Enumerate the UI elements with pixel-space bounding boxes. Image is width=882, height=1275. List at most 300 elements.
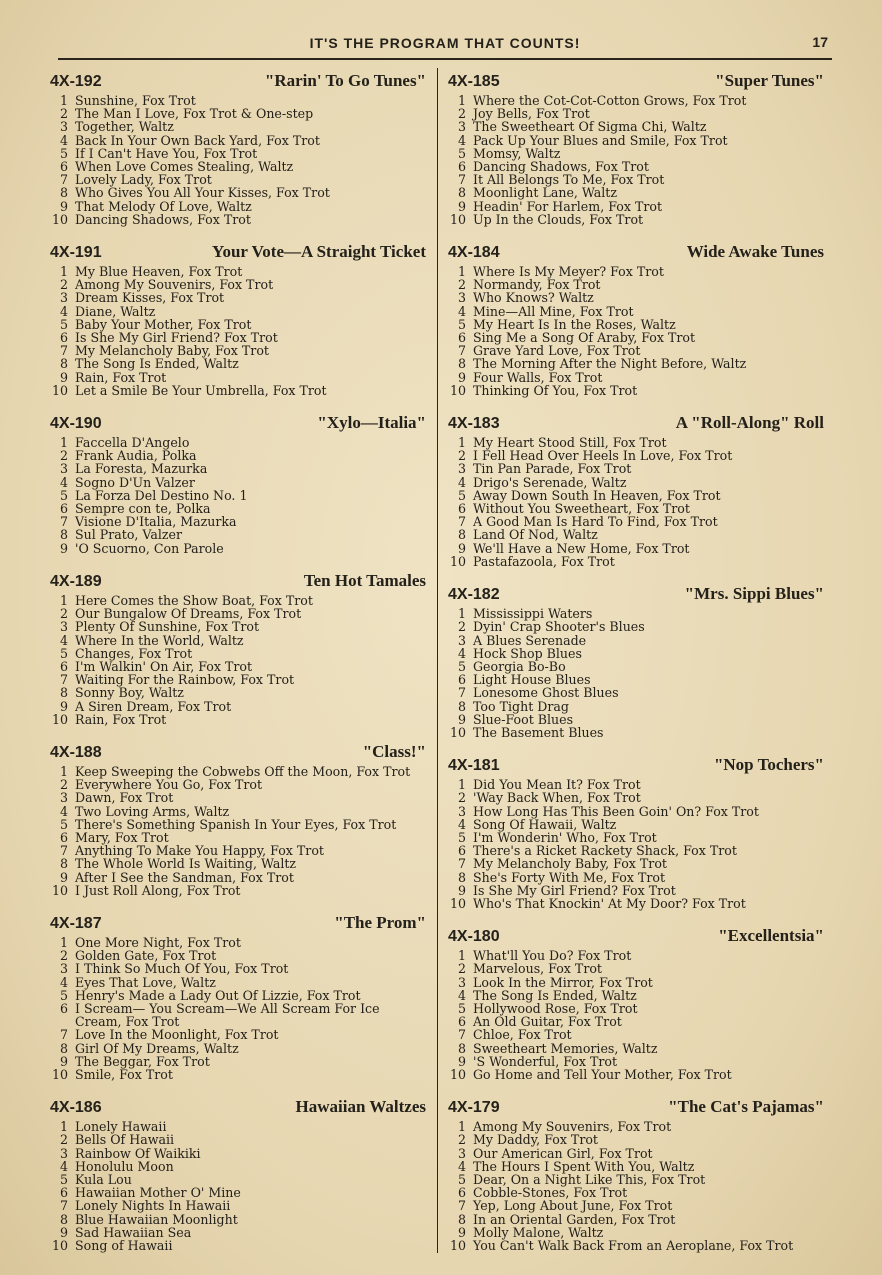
song-title: Love In the Moonlight, Fox Trot — [75, 1027, 279, 1043]
song-title: Where In the World, Waltz — [75, 632, 244, 648]
song-number: 3 — [457, 290, 466, 306]
song-number: 2 — [457, 106, 466, 122]
song-number: 1 — [457, 93, 466, 108]
song-item — [50, 120, 426, 133]
section-header — [448, 753, 824, 778]
song-number: 9 — [457, 369, 466, 385]
section-gap — [50, 726, 426, 738]
song-list — [448, 778, 824, 910]
song-title: Away Down South In Heaven, Fox Trot — [473, 487, 721, 503]
song-title: Sad Hawaiian Sea — [75, 1224, 192, 1240]
song-number: 5 — [59, 1172, 68, 1187]
song-item — [448, 818, 824, 831]
song-title: The Song Is Ended, Waltz — [473, 987, 637, 1003]
song-item — [50, 200, 426, 213]
section-gap — [448, 568, 824, 580]
song-number: 2 — [59, 1132, 68, 1148]
song-number: 5 — [457, 145, 466, 161]
song-title: Joy Bells, Fox Trot — [473, 106, 590, 122]
section-header — [50, 411, 426, 436]
song-item — [50, 291, 426, 304]
program-title: Hawaiian Waltzes — [295, 1097, 426, 1117]
song-title: Marvelous, Fox Trot — [473, 961, 602, 977]
song-number: 7 — [457, 1198, 466, 1214]
song-title: Sing Me a Song Of Araby, Fox Trot — [473, 330, 696, 346]
section-header — [50, 69, 426, 94]
song-list — [50, 436, 426, 555]
song-title: Go Home and Tell Your Mother, Fox Trot — [473, 1066, 732, 1082]
song-number: 2 — [457, 277, 466, 293]
song-title: Mississippi Waters — [473, 606, 593, 622]
song-title: My Daddy, Fox Trot — [473, 1132, 598, 1148]
song-item — [50, 1199, 426, 1212]
song-number: 6 — [457, 672, 466, 688]
song-title: Slue-Foot Blues — [473, 711, 574, 727]
song-number: 8 — [457, 1211, 466, 1227]
song-item — [448, 634, 824, 647]
song-item — [448, 134, 824, 147]
song-title: Dream Kisses, Fox Trot — [75, 290, 225, 306]
song-number: 6 — [457, 1185, 466, 1201]
song-title: An Old Guitar, Fox Trot — [473, 1014, 622, 1030]
song-number: 9 — [457, 711, 466, 727]
song-title: Is She My Girl Friend? Fox Trot — [75, 330, 278, 346]
song-number: 4 — [59, 974, 68, 990]
section-gap — [50, 1081, 426, 1093]
song-list — [448, 436, 824, 568]
song-number: 1 — [457, 948, 466, 964]
song-item — [50, 1239, 426, 1252]
program-code: 4X-191 — [50, 244, 102, 262]
program-code: 4X-179 — [448, 1099, 500, 1117]
song-number: 3 — [59, 119, 68, 135]
program-section — [50, 911, 426, 1081]
song-title: Smile, Fox Trot — [75, 1066, 173, 1082]
song-number: 8 — [457, 185, 466, 201]
song-number: 3 — [59, 1145, 68, 1161]
program-title: Wide Awake Tunes — [686, 242, 824, 262]
song-title: Dancing Shadows, Fox Trot — [75, 211, 251, 227]
song-number: 10 — [51, 711, 68, 727]
song-title: Mine—All Mine, Fox Trot — [473, 303, 634, 319]
program-title: "Excellentsia" — [718, 926, 824, 946]
song-title: Cobble-Stones, Fox Trot — [473, 1185, 628, 1201]
song-item — [50, 1028, 426, 1041]
section-header — [50, 569, 426, 594]
song-item — [448, 686, 824, 699]
song-item — [50, 186, 426, 199]
song-title: Henry's Made a Lady Out Of Lizzie, Fox Trot — [75, 987, 361, 1003]
song-item — [448, 857, 824, 870]
song-number: 1 — [457, 777, 466, 793]
song-number: 9 — [59, 1053, 68, 1069]
song-title: Bells Of Hawaii — [75, 1132, 175, 1148]
song-item — [50, 818, 426, 831]
song-item — [448, 384, 824, 397]
program-code: 4X-186 — [50, 1099, 102, 1117]
song-number: 9 — [457, 198, 466, 214]
program-code: 4X-181 — [448, 757, 500, 775]
song-item — [448, 357, 824, 370]
song-item — [50, 976, 426, 989]
song-list — [50, 765, 426, 897]
song-number: 7 — [457, 514, 466, 530]
song-number: 7 — [59, 1027, 68, 1043]
song-number: 10 — [51, 1238, 68, 1254]
song-title: That Melody Of Love, Waltz — [75, 198, 252, 214]
song-title: Changes, Fox Trot — [75, 645, 193, 661]
section-gap — [50, 897, 426, 909]
song-number: 8 — [457, 356, 466, 372]
song-number: 7 — [59, 514, 68, 530]
song-number: 9 — [457, 1224, 466, 1240]
song-title: Girl Of My Dreams, Waltz — [75, 1040, 239, 1056]
song-item — [50, 620, 426, 633]
song-number: 10 — [449, 1066, 466, 1082]
song-number: 10 — [51, 382, 68, 398]
song-number: 9 — [59, 698, 68, 714]
song-item — [448, 726, 824, 739]
song-number: 10 — [449, 211, 466, 227]
song-title: The Morning After the Night Before, Waltz — [473, 356, 747, 372]
song-title: If I Can't Have You, Fox Trot — [75, 145, 258, 161]
song-number: 3 — [59, 461, 68, 477]
song-title: The Beggar, Fox Trot — [75, 1053, 210, 1069]
song-item — [50, 213, 426, 226]
song-number: 7 — [59, 843, 68, 859]
song-number: 8 — [59, 356, 68, 372]
song-item — [448, 962, 824, 975]
song-number: 9 — [59, 198, 68, 214]
song-title: Yep, Long About June, Fox Trot — [473, 1198, 673, 1214]
song-number: 1 — [59, 435, 68, 451]
song-title: Two Loving Arms, Waltz — [75, 803, 230, 819]
song-title: Up In the Clouds, Fox Trot — [473, 211, 644, 227]
song-item — [50, 1147, 426, 1160]
song-title: The Basement Blues — [473, 724, 604, 740]
song-title: My Heart Is In the Roses, Waltz — [473, 316, 676, 332]
song-title: Grave Yard Love, Fox Trot — [473, 343, 641, 359]
song-number: 5 — [457, 1000, 466, 1016]
song-title: I Just Roll Along, Fox Trot — [75, 882, 241, 898]
song-item — [448, 462, 824, 475]
song-number: 10 — [449, 1238, 466, 1254]
song-title: Four Walls, Fox Trot — [473, 369, 603, 385]
song-number: 4 — [59, 1158, 68, 1174]
section-header — [50, 1095, 426, 1120]
song-item — [448, 213, 824, 226]
program-section — [448, 753, 824, 910]
song-number: 7 — [457, 1027, 466, 1043]
song-title: One More Night, Fox Trot — [75, 934, 241, 950]
song-item — [50, 1068, 426, 1081]
song-title: I'm Wonderin' Who, Fox Trot — [473, 829, 657, 845]
song-item — [50, 989, 426, 1002]
song-number: 6 — [59, 1000, 68, 1016]
song-number: 1 — [457, 606, 466, 622]
song-number: 3 — [59, 961, 68, 977]
program-code: 4X-183 — [448, 415, 500, 433]
program-code: 4X-190 — [50, 415, 102, 433]
song-title: Rain, Fox Trot — [75, 369, 167, 385]
program-code: 4X-187 — [50, 914, 102, 932]
song-title: Drigo's Serenade, Waltz — [473, 474, 627, 490]
song-number: 2 — [59, 777, 68, 793]
song-number: 6 — [457, 1014, 466, 1030]
song-title: Tin Pan Parade, Fox Trot — [473, 461, 632, 477]
song-number: 3 — [59, 790, 68, 806]
song-title: Momsy, Waltz — [473, 145, 561, 161]
song-number: 7 — [59, 672, 68, 688]
program-section — [448, 69, 824, 226]
song-item — [448, 700, 824, 713]
song-number: 5 — [59, 487, 68, 503]
song-item — [448, 1028, 824, 1041]
song-title: Pastafazoola, Fox Trot — [473, 553, 615, 569]
song-title: When Love Comes Stealing, Waltz — [75, 159, 294, 175]
song-title: 'S Wonderful, Fox Trot — [473, 1053, 618, 1069]
song-title: Lonely Hawaii — [75, 1119, 167, 1135]
song-title: My Melancholy Baby, Fox Trot — [473, 856, 667, 872]
song-title: The Hours I Spent With You, Waltz — [473, 1158, 695, 1174]
song-item — [50, 791, 426, 804]
song-number: 4 — [59, 474, 68, 490]
song-list — [50, 936, 426, 1081]
song-item — [50, 1213, 426, 1226]
song-number: 7 — [59, 343, 68, 359]
song-title: Song Of Hawaii, Waltz — [473, 816, 617, 832]
section-gap — [448, 397, 824, 409]
song-item — [50, 962, 426, 975]
song-title: A Good Man Is Hard To Find, Fox Trot — [473, 514, 718, 530]
song-title: After I See the Sandman, Fox Trot — [75, 869, 294, 885]
song-item — [448, 871, 824, 884]
program-title: "The Cat's Pajamas" — [668, 1097, 824, 1117]
song-item — [448, 528, 824, 541]
song-number: 2 — [59, 448, 68, 464]
program-title: "Mrs. Sippi Blues" — [684, 584, 824, 604]
song-title: Keep Sweeping the Cobwebs Off the Moon, Fox Trot — [75, 763, 411, 779]
song-title: You Can't Walk Back From an Aeroplane, Fox Trot — [473, 1238, 794, 1254]
song-title: Who Gives You All Your Kisses, Fox Trot — [75, 185, 330, 201]
song-item — [50, 476, 426, 489]
song-list — [448, 1120, 824, 1252]
program-title: "The Prom" — [334, 912, 426, 932]
song-number: 7 — [59, 172, 68, 188]
song-number: 6 — [59, 330, 68, 346]
song-number: 6 — [457, 843, 466, 859]
song-item — [448, 713, 824, 726]
program-section — [50, 1095, 426, 1252]
song-item — [50, 713, 426, 726]
song-number: 5 — [457, 1172, 466, 1187]
song-number: 7 — [457, 685, 466, 701]
song-number: 6 — [457, 330, 466, 346]
song-title: The Whole World Is Waiting, Waltz — [75, 856, 297, 872]
song-title: 'O Scuorno, Con Parole — [75, 540, 224, 556]
section-gap — [448, 226, 824, 238]
left-column — [50, 67, 426, 1252]
song-number: 6 — [59, 1185, 68, 1201]
section-gap — [50, 226, 426, 238]
song-item — [50, 371, 426, 384]
song-number: 3 — [457, 632, 466, 648]
song-number: 8 — [457, 1040, 466, 1056]
song-number: 6 — [59, 501, 68, 517]
program-title: Ten Hot Tamales — [303, 570, 426, 590]
song-number: 3 — [59, 290, 68, 306]
song-number: 4 — [457, 132, 466, 148]
section-header — [448, 69, 824, 94]
song-number: 2 — [457, 961, 466, 977]
column-divider — [437, 68, 438, 1253]
song-title: Waiting For the Rainbow, Fox Trot — [75, 672, 295, 688]
song-number: 6 — [59, 658, 68, 674]
song-list — [448, 607, 824, 739]
song-title: Sul Prato, Valzer — [75, 527, 183, 543]
song-item — [448, 371, 824, 384]
song-title: Sunshine, Fox Trot — [75, 93, 196, 108]
song-title: Together, Waltz — [75, 119, 174, 135]
song-item — [448, 120, 824, 133]
program-title: "Nop Tochers" — [713, 755, 824, 775]
song-title: My Blue Heaven, Fox Trot — [75, 264, 243, 280]
song-item — [50, 1133, 426, 1146]
song-number: 5 — [59, 645, 68, 661]
song-number: 3 — [457, 974, 466, 990]
song-item — [448, 791, 824, 804]
song-number: 3 — [457, 803, 466, 819]
song-list — [50, 1120, 426, 1252]
song-number: 8 — [457, 698, 466, 714]
song-title: Rainbow Of Waikiki — [75, 1145, 201, 1161]
program-section — [50, 569, 426, 726]
song-number: 2 — [59, 106, 68, 122]
song-number: 9 — [59, 869, 68, 885]
song-title: Anything To Make You Happy, Fox Trot — [75, 843, 324, 859]
song-title: Sonny Boy, Waltz — [75, 685, 184, 701]
song-title: Normandy, Fox Trot — [473, 277, 601, 293]
page-number: 17 — [812, 34, 828, 50]
section-header — [448, 411, 824, 436]
song-title: Dawn, Fox Trot — [75, 790, 174, 806]
song-number: 4 — [457, 1158, 466, 1174]
song-item — [50, 805, 426, 818]
song-number: 9 — [457, 882, 466, 898]
song-number: 10 — [51, 1066, 68, 1082]
song-number: 7 — [59, 1198, 68, 1214]
song-title: Song of Hawaii — [75, 1238, 173, 1254]
program-section — [50, 240, 426, 397]
program-title: "Rarin' To Go Tunes" — [264, 71, 426, 90]
song-title: Mary, Fox Trot — [75, 829, 169, 845]
song-item — [448, 555, 824, 568]
song-title: Dear, On a Night Like This, Fox Trot — [473, 1172, 706, 1187]
song-number: 5 — [457, 487, 466, 503]
song-item — [50, 647, 426, 660]
section-header — [50, 740, 426, 765]
program-section — [448, 582, 824, 739]
song-title: There's a Ricket Rackety Shack, Fox Trot — [473, 843, 737, 859]
song-title: Hawaiian Mother O' Mine — [75, 1185, 241, 1201]
section-header — [50, 911, 426, 936]
song-title: Lonely Nights In Hawaii — [75, 1198, 231, 1214]
song-title: Frank Audia, Polka — [75, 448, 197, 464]
section-header — [448, 582, 824, 607]
song-number: 4 — [457, 987, 466, 1003]
song-item — [50, 1042, 426, 1055]
song-title: Land Of Nod, Waltz — [473, 527, 598, 543]
song-number: 6 — [457, 159, 466, 175]
song-number: 9 — [457, 540, 466, 556]
song-title: Golden Gate, Fox Trot — [75, 948, 217, 964]
song-title: Look In the Mirror, Fox Trot — [473, 974, 653, 990]
song-item — [50, 542, 426, 555]
song-title: La Forza Del Destino No. 1 — [75, 487, 248, 503]
program-code: 4X-189 — [50, 572, 102, 590]
song-title: I Scream— You Scream—We All Scream For Ice Cream, Fox Trot — [75, 1000, 380, 1030]
song-title: The Man I Love, Fox Trot & One-step — [75, 106, 314, 122]
song-number: 5 — [59, 145, 68, 161]
program-code: 4X-182 — [448, 586, 500, 604]
song-title: La Foresta, Mazurka — [75, 461, 208, 477]
song-title: 'Way Back When, Fox Trot — [473, 790, 641, 806]
program-code: 4X-192 — [50, 73, 102, 90]
song-number: 1 — [59, 592, 68, 608]
song-item — [448, 305, 824, 318]
song-number: 2 — [59, 277, 68, 293]
song-number: 5 — [59, 316, 68, 332]
song-title: Where the Cot-Cot-Cotton Grows, Fox Trot — [473, 93, 747, 108]
song-item — [50, 634, 426, 647]
song-title: What'll You Do? Fox Trot — [473, 948, 632, 964]
song-number: 5 — [457, 316, 466, 332]
song-title: She's Forty With Me, Fox Trot — [473, 869, 666, 885]
song-item — [448, 1133, 824, 1146]
song-item — [50, 462, 426, 475]
song-title: Pack Up Your Blues and Smile, Fox Trot — [473, 132, 728, 148]
song-item — [448, 1055, 824, 1068]
song-number: 8 — [457, 527, 466, 543]
song-number: 2 — [457, 448, 466, 464]
program-title: "Class!" — [362, 741, 426, 761]
song-number: 3 — [59, 619, 68, 635]
song-title: Here Comes the Show Boat, Fox Trot — [75, 592, 313, 608]
right-column — [448, 67, 824, 1252]
song-number: 9 — [59, 540, 68, 556]
song-title: There's Something Spanish In Your Eyes, Fox Trot — [75, 816, 397, 832]
song-title: I Think So Much Of You, Fox Trot — [75, 961, 289, 977]
song-number: 7 — [457, 856, 466, 872]
program-section — [448, 1095, 824, 1252]
song-number: 2 — [59, 606, 68, 622]
song-number: 8 — [59, 685, 68, 701]
song-item — [448, 200, 824, 213]
song-number: 6 — [457, 501, 466, 517]
song-title: Hock Shop Blues — [473, 645, 582, 661]
section-gap — [50, 555, 426, 567]
program-title: "Xylo—Italia" — [317, 413, 426, 433]
song-number: 1 — [59, 93, 68, 108]
song-number: 7 — [457, 343, 466, 359]
song-item — [50, 1055, 426, 1068]
song-title: The Song Is Ended, Waltz — [75, 356, 239, 372]
song-item — [448, 1199, 824, 1212]
program-code: 4X-188 — [50, 743, 102, 761]
song-item — [448, 976, 824, 989]
song-title: Baby Your Mother, Fox Trot — [75, 316, 252, 332]
song-number: 8 — [59, 1211, 68, 1227]
